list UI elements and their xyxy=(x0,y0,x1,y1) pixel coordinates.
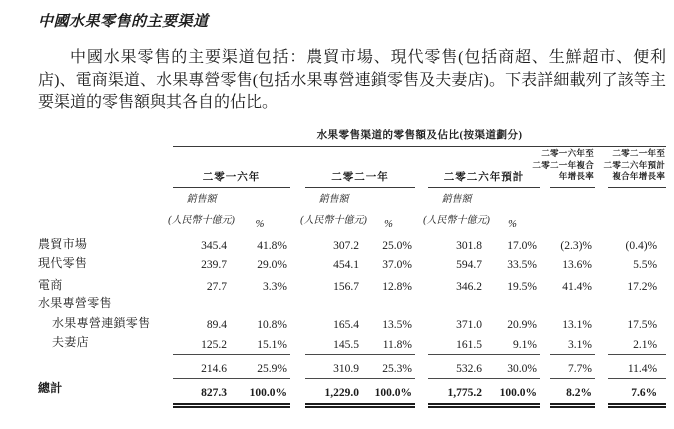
gap-cell xyxy=(540,378,550,405)
row-label: 電商 xyxy=(38,278,63,292)
gap-cell xyxy=(290,294,305,312)
cell-value: 371.0 xyxy=(456,319,482,331)
sales-label: 銷售額 xyxy=(441,194,472,205)
cagr-header-text xyxy=(604,148,666,183)
gap-cell xyxy=(415,294,428,312)
col-group-2016: 二零一六年 xyxy=(173,146,290,187)
gap-cell xyxy=(595,378,608,405)
cell-value: 3.1% xyxy=(550,332,595,354)
cell-value: 346.2 xyxy=(456,281,482,293)
gap-cell xyxy=(540,253,550,272)
cell-value: 239.7 xyxy=(201,259,227,271)
cell-value: (2.3)% xyxy=(560,240,592,252)
cagr-header-line: 二零一六年至 xyxy=(541,148,594,158)
body-paragraph: 中國水果零售的主要渠道包括：農貿市場、現代零售(包括商超、生鮮超市、便利店)、電商渠道、水果專營零售(包括水果專營連鎖零售及夫妻店)。下表詳細載列了該等主要渠道的零售額與其各自的佔比。 xyxy=(38,49,666,111)
table-row xyxy=(38,312,666,332)
cell-value: 25.9% xyxy=(230,354,290,378)
cell-value: 37.0% xyxy=(382,259,412,271)
cell-value: 17.5% xyxy=(627,319,658,331)
table-title-row xyxy=(38,127,666,147)
cell-value: 9.1% xyxy=(485,332,540,354)
cell-value: 161.5 xyxy=(428,332,485,354)
cell-value: 13.1% xyxy=(562,319,592,331)
table-header-row xyxy=(38,146,666,187)
cell-value xyxy=(550,294,595,312)
cell-value: 7.6% xyxy=(608,378,666,405)
gap-cell xyxy=(290,253,305,272)
cell-value: 29.0% xyxy=(257,259,287,271)
gap-cell xyxy=(595,354,608,378)
col-group-cagr-2021-2026e xyxy=(603,146,666,187)
gap-cell xyxy=(595,233,608,253)
row-label xyxy=(38,354,173,378)
cell-value: 307.2 xyxy=(333,240,359,252)
sales-unit: (人民幣十億元) xyxy=(300,215,367,226)
spacer-cell xyxy=(38,187,173,233)
cell-value: 100.0% xyxy=(485,378,540,405)
gap-cell xyxy=(595,332,608,354)
table-row xyxy=(38,332,666,354)
cell-value: 1,229.0 xyxy=(305,378,362,405)
gap-cell xyxy=(290,233,305,253)
cell-value: 214.6 xyxy=(173,354,230,378)
table-row xyxy=(38,272,666,294)
cell-value: 11.8% xyxy=(362,332,415,354)
sales-unit: (人民幣十億元) xyxy=(423,215,490,226)
cell-value: 100.0% xyxy=(362,378,415,405)
cell-value: 15.1% xyxy=(230,332,290,354)
empty-cell xyxy=(550,187,595,233)
table-title: 水果零售渠道的零售額及佔比(按渠道劃分) xyxy=(173,127,666,147)
cell-value: 1,775.2 xyxy=(428,378,485,405)
cell-value: 345.4 xyxy=(201,240,227,252)
cell-value xyxy=(305,294,362,312)
sales-label: 銷售額 xyxy=(186,194,217,205)
col-group-2026e: 二零二六年預計 xyxy=(428,146,540,187)
gap-cell xyxy=(595,187,608,233)
table-row xyxy=(38,253,666,272)
cell-value: 594.7 xyxy=(456,259,482,271)
cell-value: 125.2 xyxy=(173,332,230,354)
col-group-cagr-2016-2021 xyxy=(532,146,595,187)
sales-unit: (人民幣十億元) xyxy=(168,215,235,226)
cell-value: 100.0% xyxy=(230,378,290,405)
gap-cell xyxy=(290,354,305,378)
gap-cell xyxy=(595,294,608,312)
cell-value: 8.2% xyxy=(550,378,595,405)
gap-cell xyxy=(290,312,305,332)
cell-value: 5.5% xyxy=(633,259,658,271)
cell-value: 13.6% xyxy=(562,259,592,271)
table-row xyxy=(38,294,666,312)
gap-cell xyxy=(540,332,550,354)
cell-value: 3.3% xyxy=(263,281,287,293)
cagr-header-line: 二零二一年複合 xyxy=(532,159,594,170)
gap-cell xyxy=(415,312,428,332)
cell-value xyxy=(485,294,540,312)
cagr-header-line: 二零二六年預計 xyxy=(603,159,666,170)
row-label: 現代零售 xyxy=(38,256,88,270)
cell-value: 145.5 xyxy=(305,332,362,354)
gap-cell xyxy=(540,312,550,332)
cell-value: 827.3 xyxy=(173,378,230,405)
cell-value xyxy=(608,294,666,312)
gap-cell xyxy=(290,378,305,405)
sales-label: 銷售額 xyxy=(318,194,349,205)
cell-value: 2.1% xyxy=(608,332,666,354)
subheader-pct: % xyxy=(255,219,265,230)
empty-cell xyxy=(608,187,666,233)
retail-channels-table xyxy=(38,127,666,408)
cell-value: 17.0% xyxy=(507,240,537,252)
cell-value: 11.4% xyxy=(608,354,666,378)
cell-value: 30.0% xyxy=(485,354,540,378)
gap-cell xyxy=(415,233,428,253)
subheader-sales xyxy=(423,187,490,233)
cell-value: 156.7 xyxy=(333,281,359,293)
gap-cell xyxy=(595,272,608,294)
gap-cell xyxy=(540,294,550,312)
cagr-header-line: 複合年增長率 xyxy=(612,171,666,181)
cell-value xyxy=(428,294,485,312)
gap-cell xyxy=(540,272,550,294)
cell-value: 13.5% xyxy=(382,319,412,331)
cell-value: 41.8% xyxy=(257,240,287,252)
gap-cell xyxy=(595,312,608,332)
subheader-pct: % xyxy=(384,219,393,230)
cell-value: 33.5% xyxy=(507,259,537,271)
cell-value: 12.8% xyxy=(382,281,412,293)
gap-cell xyxy=(290,146,305,187)
cell-value: 25.0% xyxy=(382,240,412,252)
cell-value: 165.4 xyxy=(333,319,359,331)
cell-value: (0.4)% xyxy=(625,240,658,252)
cell-value: 20.9% xyxy=(507,319,537,331)
gap-cell xyxy=(415,332,428,354)
subheader-sales xyxy=(168,187,235,233)
spacer-cell xyxy=(38,127,173,147)
gap-cell xyxy=(290,332,305,354)
cell-value: 10.8% xyxy=(257,319,287,331)
row-label: 總計 xyxy=(38,381,63,395)
cell-value: 7.7% xyxy=(550,354,595,378)
cell-value xyxy=(362,294,415,312)
gap-cell xyxy=(540,354,550,378)
table-row xyxy=(38,354,666,378)
cell-value: 19.5% xyxy=(507,281,537,293)
gap-cell xyxy=(415,378,428,405)
subheader-pct: % xyxy=(508,219,517,230)
cell-value: 89.4 xyxy=(206,319,227,331)
section-heading: 中國水果零售的主要渠道 xyxy=(38,14,209,30)
table-row xyxy=(38,378,666,405)
gap-cell xyxy=(595,253,608,272)
row-label: 水果專營零售 xyxy=(38,296,112,310)
cell-value xyxy=(230,294,290,312)
gap-cell xyxy=(415,146,428,187)
cagr-header-line: 年增長率 xyxy=(558,171,594,181)
gap-cell xyxy=(540,233,550,253)
row-label: 水果專營連鎖零售 xyxy=(52,316,151,330)
cell-value: 301.8 xyxy=(456,240,482,252)
cell-value: 310.9 xyxy=(305,354,362,378)
row-label: 農貿市場 xyxy=(38,237,88,251)
row-label: 夫妻店 xyxy=(52,335,89,349)
cagr-header-line: 二零二一年至 xyxy=(612,148,666,158)
gap-cell xyxy=(415,272,428,294)
cell-value: 532.6 xyxy=(428,354,485,378)
cell-value xyxy=(173,294,230,312)
gap-cell xyxy=(415,354,428,378)
cagr-header-text xyxy=(532,148,594,183)
gap-cell xyxy=(290,272,305,294)
spacer-cell xyxy=(38,146,173,187)
table-row xyxy=(38,233,666,253)
subheader-sales xyxy=(300,187,367,233)
cell-value: 27.7 xyxy=(206,281,227,293)
table-subheader-row xyxy=(38,187,666,233)
cell-value: 17.2% xyxy=(627,281,658,293)
gap-cell xyxy=(415,253,428,272)
col-group-2021: 二零二一年 xyxy=(305,146,415,187)
cell-value: 41.4% xyxy=(562,281,592,293)
gap-cell xyxy=(540,187,550,233)
table-body xyxy=(38,233,666,405)
cell-value: 454.1 xyxy=(333,259,359,271)
cell-value: 25.3% xyxy=(362,354,415,378)
